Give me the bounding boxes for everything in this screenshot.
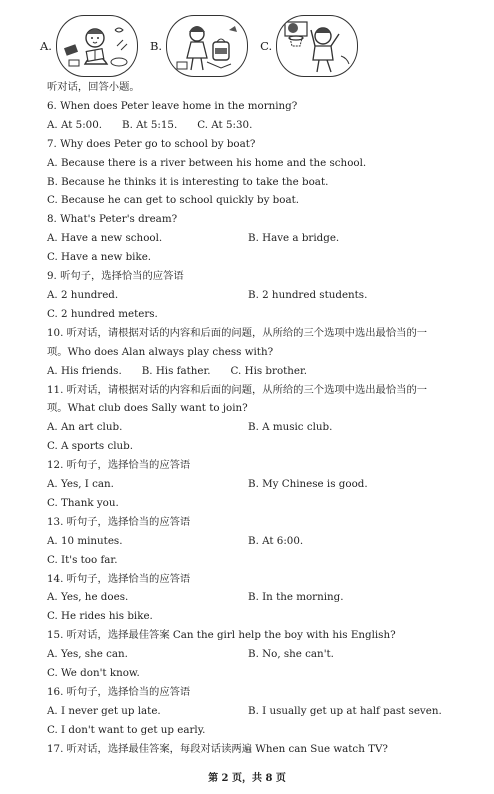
question-text: 10. 听对话，请根据对话的内容和后面的问题，从所给的三个选项中选出最恰当的一 — [47, 326, 428, 339]
answer-options-row — [47, 229, 447, 248]
answer-option[interactable]: B. My Chinese is good. — [248, 478, 368, 491]
boy-reading-illustration — [56, 15, 138, 77]
answer-options-row — [47, 116, 447, 135]
picture-option-b[interactable] — [150, 15, 248, 77]
question-text: 17. 听对话，选择最佳答案，每段对话读两遍 When can Sue watch TV? — [47, 742, 388, 755]
answer-options-row — [47, 532, 447, 551]
answer-option[interactable]: B. In the morning. — [248, 591, 344, 604]
answer-option[interactable]: C. Thank you. — [47, 496, 119, 509]
answer-options-row — [47, 645, 447, 664]
answer-option[interactable]: C. I don't want to get up early. — [47, 723, 206, 736]
question-text: 9. 听句子，选择恰当的应答语 — [47, 270, 184, 283]
picture-options-row — [40, 14, 370, 78]
answer-option[interactable]: C. We don't know. — [47, 667, 140, 680]
answer-option[interactable]: B. No, she can't. — [248, 648, 334, 661]
answer-option[interactable]: C. He rides his bike. — [47, 610, 153, 623]
question-text-cont: 项。Who does Alan always play chess with? — [47, 345, 274, 358]
answer-option[interactable]: C. 2 hundred meters. — [47, 307, 158, 320]
picture-option-a[interactable] — [40, 15, 138, 77]
answer-options-row — [47, 286, 447, 305]
answer-option[interactable]: A. Yes, he does. — [47, 591, 129, 604]
answer-options-row — [47, 475, 447, 494]
option-letter: B. — [149, 39, 163, 53]
answer-option[interactable]: A. 10 minutes. — [47, 534, 123, 547]
answer-option[interactable]: B. Because he thinks it is interesting to take the boat. — [47, 175, 329, 188]
answer-option[interactable]: A. I never get up late. — [47, 704, 161, 717]
page-footer: 第 2 页，共 8 页 — [208, 773, 286, 784]
answer-options-row — [47, 588, 447, 607]
answer-option[interactable]: A. Yes, she can. — [47, 648, 128, 661]
answer-option[interactable]: B. Have a bridge. — [248, 232, 340, 245]
question-text: 14. 听句子，选择恰当的应答语 — [47, 572, 191, 585]
question-text-cont: 项。What club does Sally want to join? — [47, 402, 248, 415]
answer-option[interactable]: C. Have a new bike. — [47, 251, 152, 264]
answer-options-row — [47, 702, 447, 721]
question-text: 15. 听对话，选择最佳答案 Can the girl help the boy with his English? — [47, 629, 396, 642]
question-text: 6. When does Peter leave home in the morning? — [47, 99, 298, 112]
answer-option[interactable]: C. It's too far. — [47, 553, 118, 566]
answer-option[interactable]: B. I usually get up at half past seven. — [248, 704, 442, 717]
answer-option[interactable]: A. Have a new school. — [47, 232, 163, 245]
answer-option[interactable]: A. An art club. — [47, 421, 123, 434]
answer-option[interactable]: B. His father. — [141, 364, 211, 377]
answer-option[interactable]: A. His friends. — [47, 364, 122, 377]
answer-option[interactable]: B. A music club. — [248, 421, 333, 434]
listening-instruction: 听对话，回答小题。 — [47, 81, 140, 93]
question-text: 8. What's Peter's dream? — [47, 213, 178, 226]
answer-option[interactable]: B. 2 hundred students. — [248, 288, 368, 301]
girl-school-bag-illustration — [166, 15, 248, 77]
answer-option[interactable]: A. 2 hundred. — [47, 288, 119, 301]
question-text: 7. Why does Peter go to school by boat? — [47, 137, 256, 150]
answer-option[interactable]: A. Yes, I can. — [47, 478, 114, 491]
answer-option[interactable]: A. At 5:00. — [47, 118, 103, 131]
answer-option[interactable]: B. At 5:15. — [122, 118, 178, 131]
answer-option[interactable]: A. Because there is a river between his home and the school. — [47, 156, 367, 169]
picture-option-c[interactable] — [260, 15, 358, 77]
question-text: 11. 听对话，请根据对话的内容和后面的问题，从所给的三个选项中选出最恰当的一 — [47, 383, 428, 396]
answer-option[interactable]: C. A sports club. — [47, 440, 134, 453]
option-letter: C. — [260, 39, 273, 53]
answer-option[interactable]: C. Because he can get to school quickly by boat. — [47, 194, 299, 207]
answer-option[interactable]: C. His brother. — [230, 364, 308, 377]
answer-options-row — [47, 418, 447, 437]
question-text: 13. 听句子，选择恰当的应答语 — [47, 515, 191, 528]
question-text: 12. 听句子，选择恰当的应答语 — [47, 459, 191, 472]
option-letter: A. — [40, 39, 52, 53]
answer-option[interactable]: C. At 5:30. — [197, 118, 253, 131]
question-list — [47, 78, 447, 759]
boy-basketball-illustration — [276, 15, 358, 77]
answer-options-row — [47, 362, 447, 381]
answer-option[interactable]: B. At 6:00. — [248, 534, 304, 547]
question-text: 16. 听句子，选择恰当的应答语 — [47, 686, 191, 698]
